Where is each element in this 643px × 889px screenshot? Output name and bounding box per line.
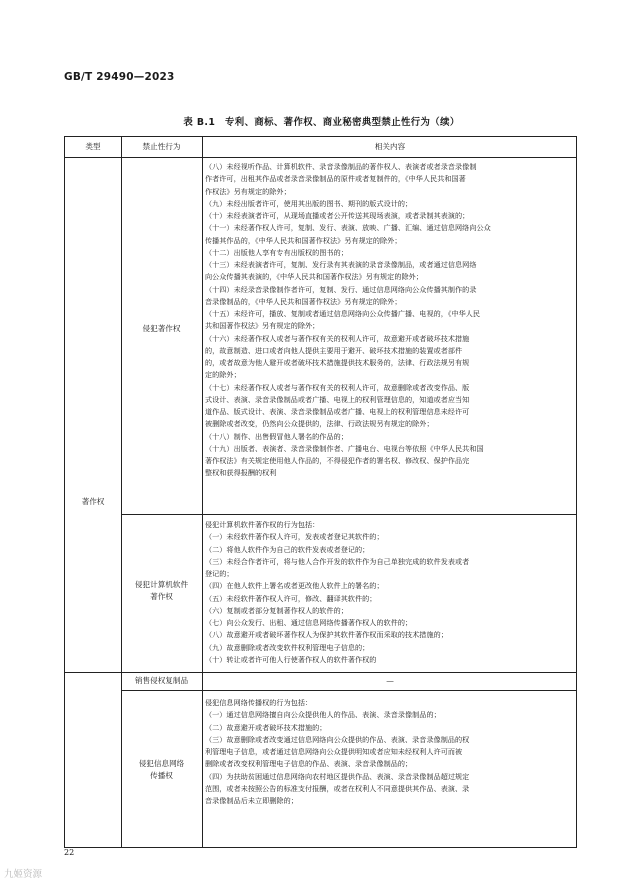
content-line: 侵犯信息网络传播权的行为包括： bbox=[205, 698, 313, 707]
content-line: 音录像制品的，《中华人民共和国著作权法》另有规定的除外； bbox=[205, 296, 402, 306]
row-divider bbox=[121, 514, 576, 515]
content-line: 删除或者改变权利管理电子信息的作品、表演、录音录像制品的； bbox=[205, 759, 413, 769]
content-line: （十三）未经表演者许可，复制、发行录有其表演的录音录像制品，或者通过信息网络 bbox=[205, 260, 477, 269]
content-line: （九）故意删除或者改变软件权利管理电子信息的； bbox=[205, 642, 370, 652]
content-line: （十）未经表演者许可，从现场直播或者公开传送其现场表演，或者录制其表演的； bbox=[205, 211, 470, 220]
content-line: （六）复制或者部分复制著作权人的软件的； bbox=[205, 605, 348, 615]
content-line: （三）故意删除或者改变通过信息网络向公众提供的作品、表演、录音录像制品的权 bbox=[205, 734, 470, 744]
column-header-behavior: 禁止性行为 bbox=[142, 142, 181, 151]
content-line: 定的除外； bbox=[205, 370, 241, 380]
content-line: 利管理电子信息，或者通过信息网络向公众提供明知或者应知未经权利人许可而被 bbox=[205, 747, 463, 756]
content-line: 传播其作品的，《中华人民共和国著作权法》另有规定的除外； bbox=[205, 235, 402, 245]
content-line: （一）未经软件著作权人许可，发表或者登记其软件的； bbox=[205, 532, 384, 542]
content-line: 共和国著作权法》另有规定的除外； bbox=[205, 321, 320, 331]
header-divider bbox=[65, 157, 576, 158]
content-line: （三）未经合作者许可，将与他人合作开发的软件作为自己单独完成的软件发表或者 bbox=[205, 556, 470, 566]
column-divider bbox=[202, 137, 203, 847]
content-line: （一）通过信息网络擅自向公众提供他人的作品、表演、录音录像制品的； bbox=[205, 710, 441, 720]
content-line: 作权法》另有规定的除外； bbox=[205, 186, 291, 196]
content-cell bbox=[205, 519, 575, 666]
table-title: 表 B.1 专利、商标、著作权、商业秘密典型禁止性行为（续） bbox=[183, 117, 460, 128]
content-line: （四）为扶助贫困通过信息网络向农村地区提供作品、表演、录音录像制品超过规定 bbox=[205, 771, 470, 781]
content-line: 作者许可，出租其作品或者录音录像制品的原件或者复制件的，《中华人民共和国著 bbox=[205, 174, 466, 184]
content-line: 向公众传播其表演的，《中华人民共和国著作权法》另有规定的除外； bbox=[205, 272, 423, 282]
content-line: （二）故意避开或者破坏技术措施的； bbox=[205, 722, 327, 732]
content-line: 的，或者故意为他人避开或者破坏技术措施提供技术服务的，法律、行政法规另有规 bbox=[205, 358, 470, 367]
content-line: （十五）未经许可，播放、复制或者通过信息网络向公众传播广播、电视的，《中华人民 bbox=[205, 309, 481, 318]
content-line: 整权和获得报酬的权利 bbox=[205, 468, 277, 478]
content-line: （五）未经软件著作权人许可，修改、翻译其软件的； bbox=[205, 593, 377, 603]
row-divider bbox=[121, 690, 576, 691]
content-line: 被删除或者改变，仍然向公众提供的，法律、行政法规另有规定的除外； bbox=[205, 419, 434, 429]
content-line: （十四）未经录音录像制作者许可，复制、发行、通过信息网络向公众传播其制作的录 bbox=[205, 284, 477, 294]
content-line: （十一）未经著作权人许可，复制、发行、表演、放映、广播、汇编、通过信息网络向公众 bbox=[205, 223, 491, 233]
column-header-content: 相关内容 bbox=[374, 142, 406, 151]
content-line: （十七）未经著作权人或者与著作权有关的权利人许可，故意删除或者改变作品、版 bbox=[205, 382, 470, 392]
content-line: 范围，或者未按照公告的标准支付报酬，或者在权利人不同意提供其作品、表演、录 bbox=[205, 783, 470, 793]
content-line: 著作权法》有关规定使用他人作品的，不得侵犯作者的署名权、修改权、保护作品完 bbox=[205, 456, 470, 465]
page-number: 22 bbox=[64, 848, 75, 857]
content-cell bbox=[205, 161, 575, 480]
content-line: 侵犯计算机软件著作权的行为包括： bbox=[205, 520, 320, 529]
content-line: （十九）出版者、表演者、录音录像制作者、广播电台、电视台等依照《中华人民共和国 bbox=[205, 443, 484, 453]
table bbox=[64, 136, 577, 848]
content-line: （九）未经出版者许可，使用其出版的图书、期刊的版式设计的； bbox=[205, 198, 413, 208]
behavior-cell: 侵犯信息网络传播权 bbox=[138, 759, 185, 780]
content-line: （十六）未经著作权人或者与著作权有关的权利人许可，故意避开或者破坏技术措施 bbox=[205, 333, 470, 343]
content-line: 式设计、表演、录音录像制品或者广播、电视上的权利管理信息的，知道或者应当知 bbox=[205, 394, 470, 404]
row-divider bbox=[65, 672, 576, 673]
content-line: （七）向公众发行、出租、通过信息网络传播著作权人的软件的； bbox=[205, 618, 413, 627]
behavior-cell: 侵犯著作权 bbox=[142, 324, 181, 333]
content-line: 登记的； bbox=[205, 569, 234, 578]
column-divider bbox=[121, 137, 122, 847]
content-line: （十）转让或者许可他人行使著作权人的软件著作权的 bbox=[205, 654, 377, 664]
content-line: （四）在他人软件上署名或者更改他人软件上的署名的； bbox=[205, 581, 384, 591]
column-header-type: 类型 bbox=[85, 142, 101, 151]
content-line: 音录像制品后未立即删除的； bbox=[205, 796, 298, 805]
content-line: （十二）出版他人享有专有出版权的图书的； bbox=[205, 247, 348, 257]
content-line: （八）未经视听作品、计算机软件、录音录像制品的著作权人、表演者或者录音录像制 bbox=[205, 162, 477, 171]
content-line: （十八）制作、出售假冒他人署名的作品的； bbox=[205, 431, 348, 441]
content-cell: — bbox=[386, 676, 394, 685]
watermark: 九姬资源 bbox=[4, 869, 43, 880]
behavior-cell: 销售侵权复制品 bbox=[134, 676, 189, 685]
content-line: 道作品、版式设计、表演、录音录像制品或者广播、电视上的权利管理信息未经许可 bbox=[205, 407, 470, 416]
content-line: （二）将他人软件作为自己的软件发表或者登记的； bbox=[205, 544, 370, 554]
category-cell: 著作权 bbox=[81, 497, 105, 506]
content-cell bbox=[205, 697, 575, 807]
behavior-cell: 侵犯计算机软件著作权 bbox=[134, 580, 189, 601]
content-line: 的，故意制造、进口或者向他人提供主要用于避开、破坏技术措施的装置或者部件 bbox=[205, 345, 463, 355]
standard-code: GB/T 29490—2023 bbox=[64, 71, 175, 83]
content-line: （八）故意避开或者破坏著作权人为保护其软件著作权而采取的技术措施的； bbox=[205, 630, 448, 640]
